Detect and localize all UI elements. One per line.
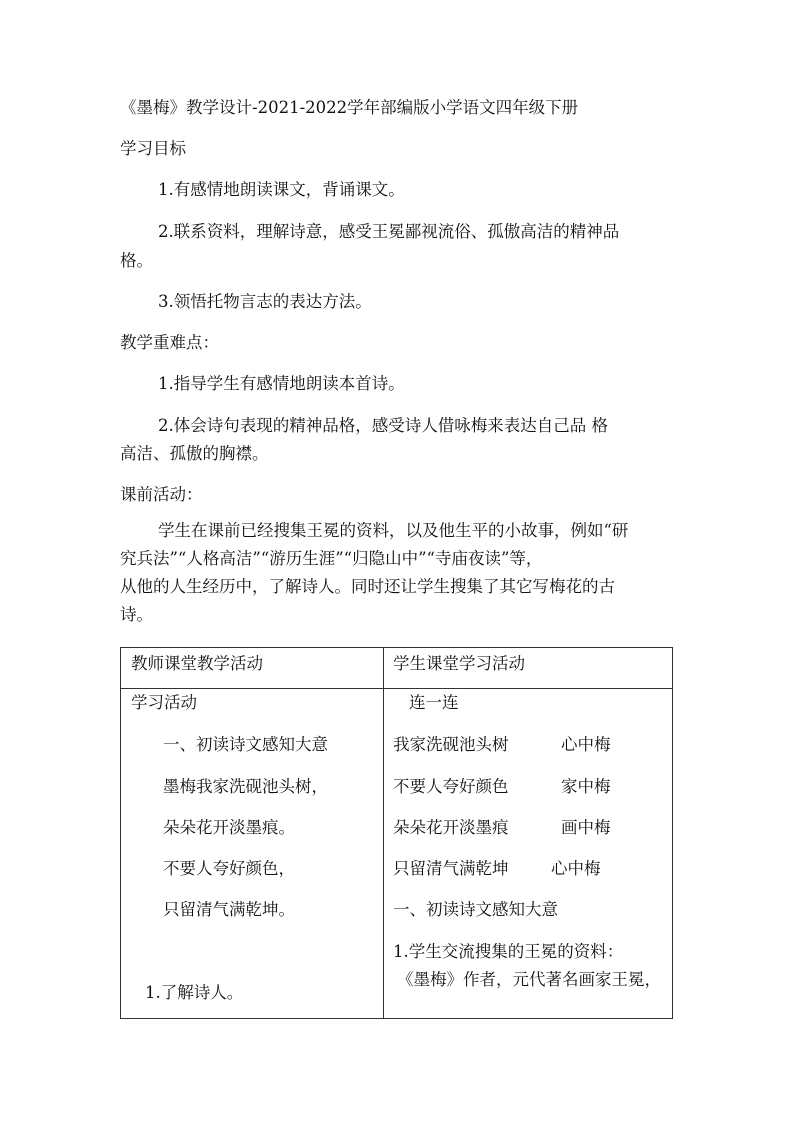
match-pair <box>393 857 601 881</box>
match-left: 我家洗砚池头树 <box>393 735 509 754</box>
goal-item: 3.领悟托物言志的表达方法。 <box>158 292 372 311</box>
activity-table <box>120 647 673 1019</box>
goal-item: 1.有感情地朗读课文，背诵课文。 <box>158 180 405 199</box>
match-right: 心中梅 <box>551 859 601 878</box>
match-activity-label: 连一连 <box>409 693 459 712</box>
preclass-line: 从他的人生经历中，了解诗人。同时还让学生搜集了其它写梅花的古 <box>120 577 615 596</box>
preclass-line: 诗。 <box>120 605 153 624</box>
student-section-title: 一、初读诗文感知大意 <box>393 900 558 919</box>
goal-item-continued: 格。 <box>120 251 153 270</box>
teacher-activity-label: 学习活动 <box>131 693 197 712</box>
table-header-divider <box>121 688 672 689</box>
match-left: 朵朵花开淡墨痕 <box>393 818 509 837</box>
keypoints-heading: 教学重难点： <box>120 333 219 352</box>
teacher-section-title: 一、初读诗文感知大意 <box>163 735 328 754</box>
match-left: 只留清气满乾坤 <box>393 859 509 878</box>
match-pair <box>393 733 611 757</box>
poem-line: 朵朵花开淡墨痕。 <box>163 818 295 837</box>
keypoint-item: 2.体会诗句表现的精神品格，感受诗人借咏梅来表达自己品 格 <box>158 416 608 435</box>
teacher-step: 1.了解诗人。 <box>145 983 244 1002</box>
poem-line: 墨梅我家洗砚池头树， <box>163 777 328 796</box>
poem-line: 只留清气满乾坤。 <box>163 900 295 919</box>
table-column-divider <box>383 648 384 1018</box>
poem-line: 不要人夸好颜色， <box>163 859 295 878</box>
match-pair <box>393 775 611 799</box>
preclass-line: 学生在课前已经搜集王冕的资料，以及他生平的小故事，例如“研 <box>158 521 629 540</box>
preclass-heading: 课前活动： <box>120 485 203 504</box>
goal-item: 2.联系资料，理解诗意，感受王冕鄙视流俗、孤傲高洁的精神品 <box>158 222 620 241</box>
preclass-line: 究兵法”“人格高洁”“游历生涯”“归隐山中”“寺庙夜读”等， <box>120 549 543 568</box>
match-left: 不要人夸好颜色 <box>393 777 509 796</box>
match-right: 心中梅 <box>561 735 611 754</box>
keypoint-item-continued: 高洁、孤傲的胸襟。 <box>120 444 269 463</box>
student-info-line: 《墨梅》作者，元代著名画家王冕， <box>397 970 661 989</box>
student-info-line: 1.学生交流搜集的王冕的资料： <box>393 942 624 961</box>
match-right: 家中梅 <box>561 777 611 796</box>
keypoint-item: 1.指导学生有感情地朗读本首诗。 <box>158 374 405 393</box>
student-column-header: 学生课堂学习活动 <box>393 654 525 673</box>
match-right: 画中梅 <box>561 818 611 837</box>
match-pair <box>393 816 611 840</box>
document-title: 《墨梅》教学设计-2021-2022学年部编版小学语文四年级下册 <box>120 98 579 117</box>
goals-heading: 学习目标 <box>120 139 186 158</box>
teacher-column-header: 教师课堂教学活动 <box>131 654 263 673</box>
